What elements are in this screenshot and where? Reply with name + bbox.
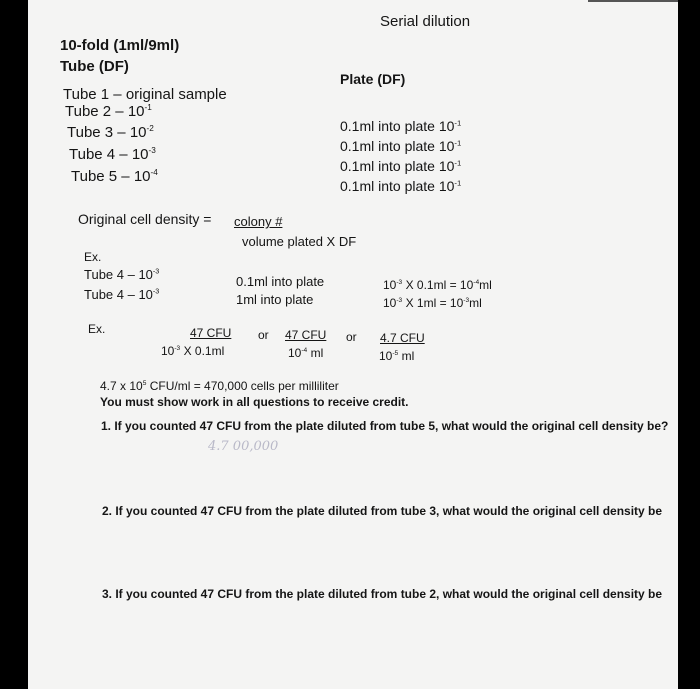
page-title: Serial dilution (380, 13, 471, 30)
fraction-numerator: 47 CFU (285, 328, 327, 342)
formula-numerator: colony # (234, 214, 283, 229)
example-plate-row: 1ml into plate (236, 292, 314, 307)
or-text: or (258, 328, 269, 342)
formula-label: Original cell density = (78, 211, 212, 227)
or-text: or (346, 330, 357, 344)
tube-row: Tube 1 – original sample (63, 86, 227, 103)
handwritten-answer: 4.7 00,000 (208, 439, 279, 454)
tube-row: Tube $2 - 10^{-1}$ (65, 103, 152, 120)
tube-row: Tube $4 - 10^{-3}$ (69, 146, 156, 163)
example-plate-row: 0.1ml into plate (236, 274, 325, 289)
fraction-denominator: $10^{-5}$ ml (379, 349, 415, 363)
fraction-denominator: $10^{-4}$ ml (288, 346, 324, 360)
worksheet-page (28, 0, 678, 689)
example-label: Ex. (84, 250, 102, 264)
example-label: Ex. (88, 322, 106, 336)
instruction-text: You must show work in all questions to receive credit. (100, 395, 409, 409)
tube-column-heading: Tube (DF) (60, 58, 129, 75)
example-calc-row: $10^{-3}$ X $1ml = 10^{-3}ml$ (383, 296, 482, 310)
plate-row: 0.1ml into plate $10^{-1}$ (340, 178, 462, 194)
example-calc-row: $10^{-3}$ X $0.1ml = 10^{-4}ml$ (383, 278, 492, 292)
question-3: 3. If you counted 47 CFU from the plate diluted from tube 2, what would the original cell density be (102, 587, 663, 601)
plate-row: 0.1ml into plate $10^{-1}$ (340, 118, 462, 134)
tube-row: Tube $5 - 10^{-4}$ (71, 168, 158, 185)
formula-denominator: volume plated X DF (242, 234, 357, 249)
top-divider-line (588, 0, 678, 2)
fraction-numerator: 4.7 CFU (380, 331, 425, 345)
question-1: 1. If you counted 47 CFU from the plate diluted from tube 5, what would the original cell density be? (101, 419, 669, 433)
fraction-numerator: 47 CFU (190, 326, 232, 340)
tube-row: Tube $3 - 10^{-2}$ (67, 124, 154, 141)
example-tube-row: Tube $4 - 10^{-3}$ (84, 267, 160, 282)
plate-column-heading: Plate (DF) (340, 71, 406, 87)
fold-heading: 10-fold (1ml/9ml) (60, 37, 180, 54)
example-tube-row: Tube $4 - 10^{-3}$ (84, 287, 160, 302)
question-2: 2. If you counted 47 CFU from the plate diluted from tube 3, what would the original cell density be (102, 504, 663, 518)
result-line: 4.7 x $10^5$ CFU/ml = 470,000 cells per milliliter (100, 379, 339, 393)
fraction-denominator: $10^{-3}$ X 0.1ml (161, 344, 225, 358)
plate-row: 0.1ml into plate $10^{-1}$ (340, 158, 462, 174)
plate-row: 0.1ml into plate $10^{-1}$ (340, 138, 462, 154)
